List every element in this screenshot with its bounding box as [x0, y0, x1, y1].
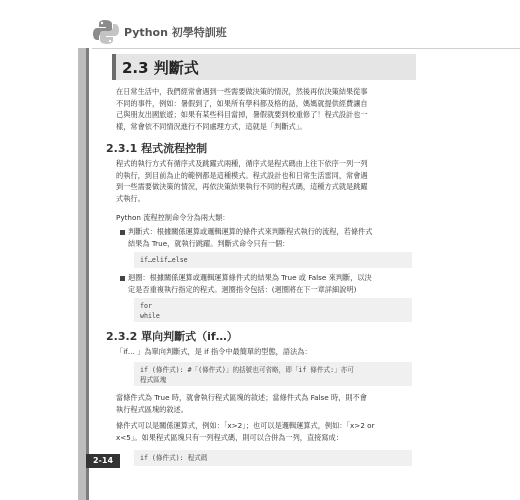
page-number: 2-14: [86, 454, 120, 468]
code-line: if (條件式): 程式碼: [140, 454, 208, 462]
code-line: if…elif…else: [140, 256, 188, 264]
text-line: 定是否重複執行指定的程式。迴圈指令包括：(迴圈將在下一章詳細說明): [128, 284, 357, 294]
text-line: 不同的事件，例如：暑假到了，如果所有學科都及格的話，媽媽就提供經費讓自: [116, 98, 368, 108]
book-title: Python 初學特訓班: [124, 26, 227, 39]
code-block-oneline: [134, 450, 412, 466]
code-block-if: [134, 252, 412, 268]
if-paragraph-2: [116, 420, 416, 443]
code-line: for: [140, 302, 152, 310]
code-line: if (條件式): #「(條件式)」的括號也可省略，即「if 條件式:」亦可: [140, 366, 354, 374]
text-line: 迴圈：根據關係運算或邏輯運算條件式的結果為 True 或 False 來判斷，以決: [128, 273, 372, 282]
text-line: 條件式可以是關係運算式，例如：「x>2」；也可以是邏輯運算式，例如：「x>2 or: [116, 421, 375, 430]
types-intro: Python 流程控制命令分為兩大類：: [116, 213, 230, 222]
if-paragraph-1: [116, 392, 416, 415]
bullet-loop: [120, 272, 416, 295]
bullet-icon: [120, 276, 125, 281]
if-intro: 「if… 」為單向判斷式，是 if 指令中最簡單的型態，語法為：: [116, 347, 312, 356]
sidebar-band: [78, 48, 86, 500]
code-block-loop: [134, 298, 412, 322]
code-line: while: [140, 312, 160, 320]
bullet-icon: [120, 230, 125, 235]
code-block-syntax: [134, 362, 412, 386]
text-line: x<5」。如果程式區塊只有一列程式碼，則可以合併為一列，直接寫成：: [116, 432, 343, 442]
bullet-if: [120, 226, 416, 249]
text-line: 判斷式：根據關係運算或邏輯運算的條件式來判斷程式執行的流程，若條件式: [128, 227, 373, 236]
text-line: 程式的執行方式有循序式及跳躍式兩種，循序式是程式碼由上往下依序一列一列: [116, 159, 368, 168]
text-line: 在日常生活中，我們經常會遇到一些需要做決策的情況，然後再依決策結果從事: [116, 87, 368, 96]
text-line: 執行程式區塊的敘述。: [116, 404, 188, 414]
sidebar-band-dark: [86, 48, 89, 500]
subsection-title-flow: 2.3.1 程式流程控制: [106, 142, 208, 155]
section-title: 2.3 判斷式: [122, 59, 199, 77]
text-line: 己與朋友出國旅遊；如果有某些科目當掉，暑假就要到校重修了！程式設計也一: [116, 110, 368, 119]
flow-paragraph: [116, 158, 416, 204]
text-line: 結果為 True，就執行跳躍。判斷式命令只有一個：: [128, 238, 290, 248]
text-line: 的執行，到目前為止的範例都是這種模式。程式設計也和日常生活雷同，常會遇: [116, 170, 368, 180]
page-header: [0, 0, 520, 52]
text-line: 當條件式為 True 時，就會執行程式區塊的敘述；當條件式為 False 時，則不會: [116, 393, 367, 402]
subsection-title-if: 2.3.2 單向判斷式（if…）: [106, 330, 238, 343]
code-line: 程式區塊: [140, 376, 167, 384]
text-line: 樣，常會依不同情況進行不同處理方式，這就是「判斷式」。: [116, 121, 307, 131]
text-line: 到一些需要做決策的情況，再依決策結果執行不同的程式碼，這種方式就是跳躍: [116, 182, 368, 191]
text-line: 式執行。: [116, 193, 145, 203]
intro-paragraph: [116, 86, 416, 132]
header-rule: [92, 48, 520, 49]
python-logo-icon: [92, 18, 120, 46]
